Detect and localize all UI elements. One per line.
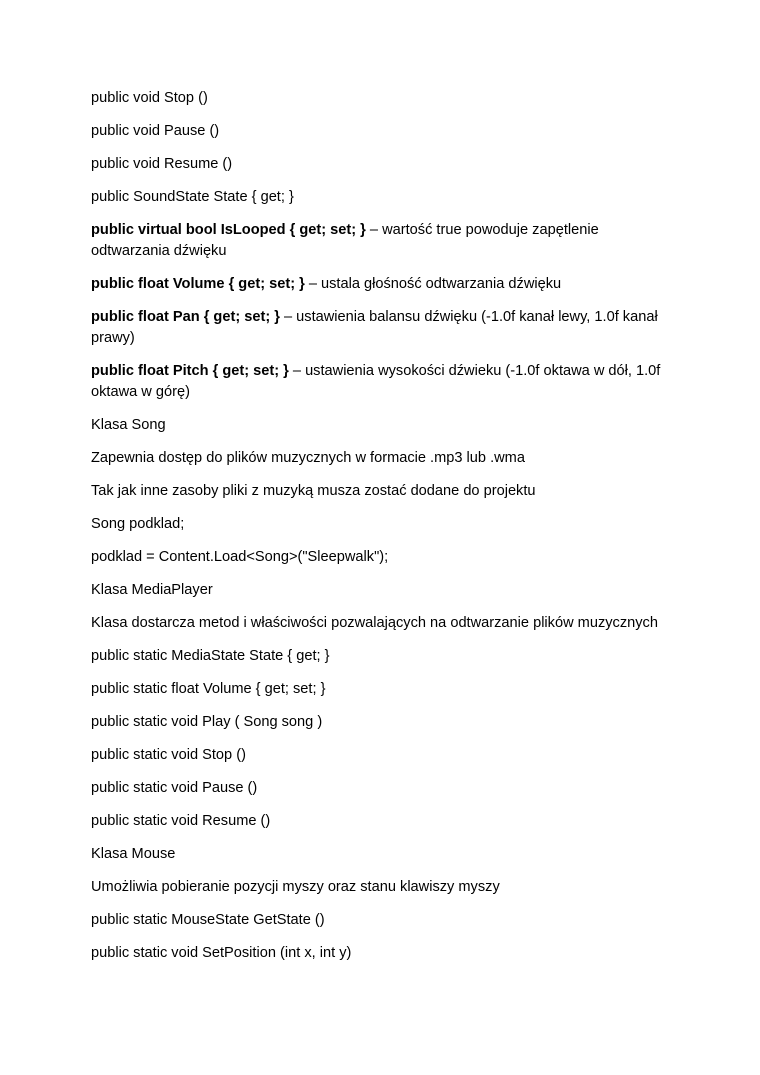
line-resume: public void Resume () [91, 156, 233, 172]
line-islooped: public virtual bool IsLooped { get; set; } – wartość true powoduje zapętlenie odtwarzania dźwięku [91, 222, 599, 259]
line-song-desc: Zapewnia dostęp do plików muzycznych w formacie .mp3 lub .wma [91, 450, 525, 466]
line-mp-volume: public static float Volume { get; set; } [91, 681, 326, 697]
line-mp-resume: public static void Resume () [91, 813, 271, 829]
line-song-decl: Song podklad; [91, 516, 185, 532]
line-stop: public void Stop () [91, 90, 208, 106]
heading-mouse: Klasa Mouse [91, 846, 176, 862]
heading-song: Klasa Song [91, 417, 166, 433]
line-mediastate: public static MediaState State { get; } [91, 648, 330, 664]
line-mp-pause: public static void Pause () [91, 780, 258, 796]
line-song-note: Tak jak inne zasoby pliki z muzyką musza zostać dodane do projektu [91, 483, 536, 499]
line-pan: public float Pan { get; set; } – ustawienia balansu dźwięku (-1.0f kanał lewy, 1.0f kanał prawy) [91, 309, 658, 346]
line-soundstate: public SoundState State { get; } [91, 189, 294, 205]
line-mouse-getstate: public static MouseState GetState () [91, 912, 325, 928]
line-song-load: podklad = Content.Load<Song>("Sleepwalk"); [91, 549, 389, 565]
heading-mediaplayer: Klasa MediaPlayer [91, 582, 213, 598]
line-mp-play: public static void Play ( Song song ) [91, 714, 323, 730]
line-pause: public void Pause () [91, 123, 220, 139]
line-mouse-desc: Umożliwia pobieranie pozycji myszy oraz stanu klawiszy myszy [91, 879, 500, 895]
line-pitch: public float Pitch { get; set; } – ustawienia wysokości dźwieku (-1.0f oktawa w dół, 1.0f oktawa w górę) [91, 363, 661, 400]
line-mouse-setposition: public static void SetPosition (int x, int y) [91, 945, 352, 961]
line-volume: public float Volume { get; set; } – ustala głośność odtwarzania dźwięku [91, 276, 562, 292]
line-mediaplayer-desc: Klasa dostarcza metod i właściwości pozwalających na odtwarzanie plików muzycznych [91, 615, 658, 631]
line-mp-stop: public static void Stop () [91, 747, 246, 763]
